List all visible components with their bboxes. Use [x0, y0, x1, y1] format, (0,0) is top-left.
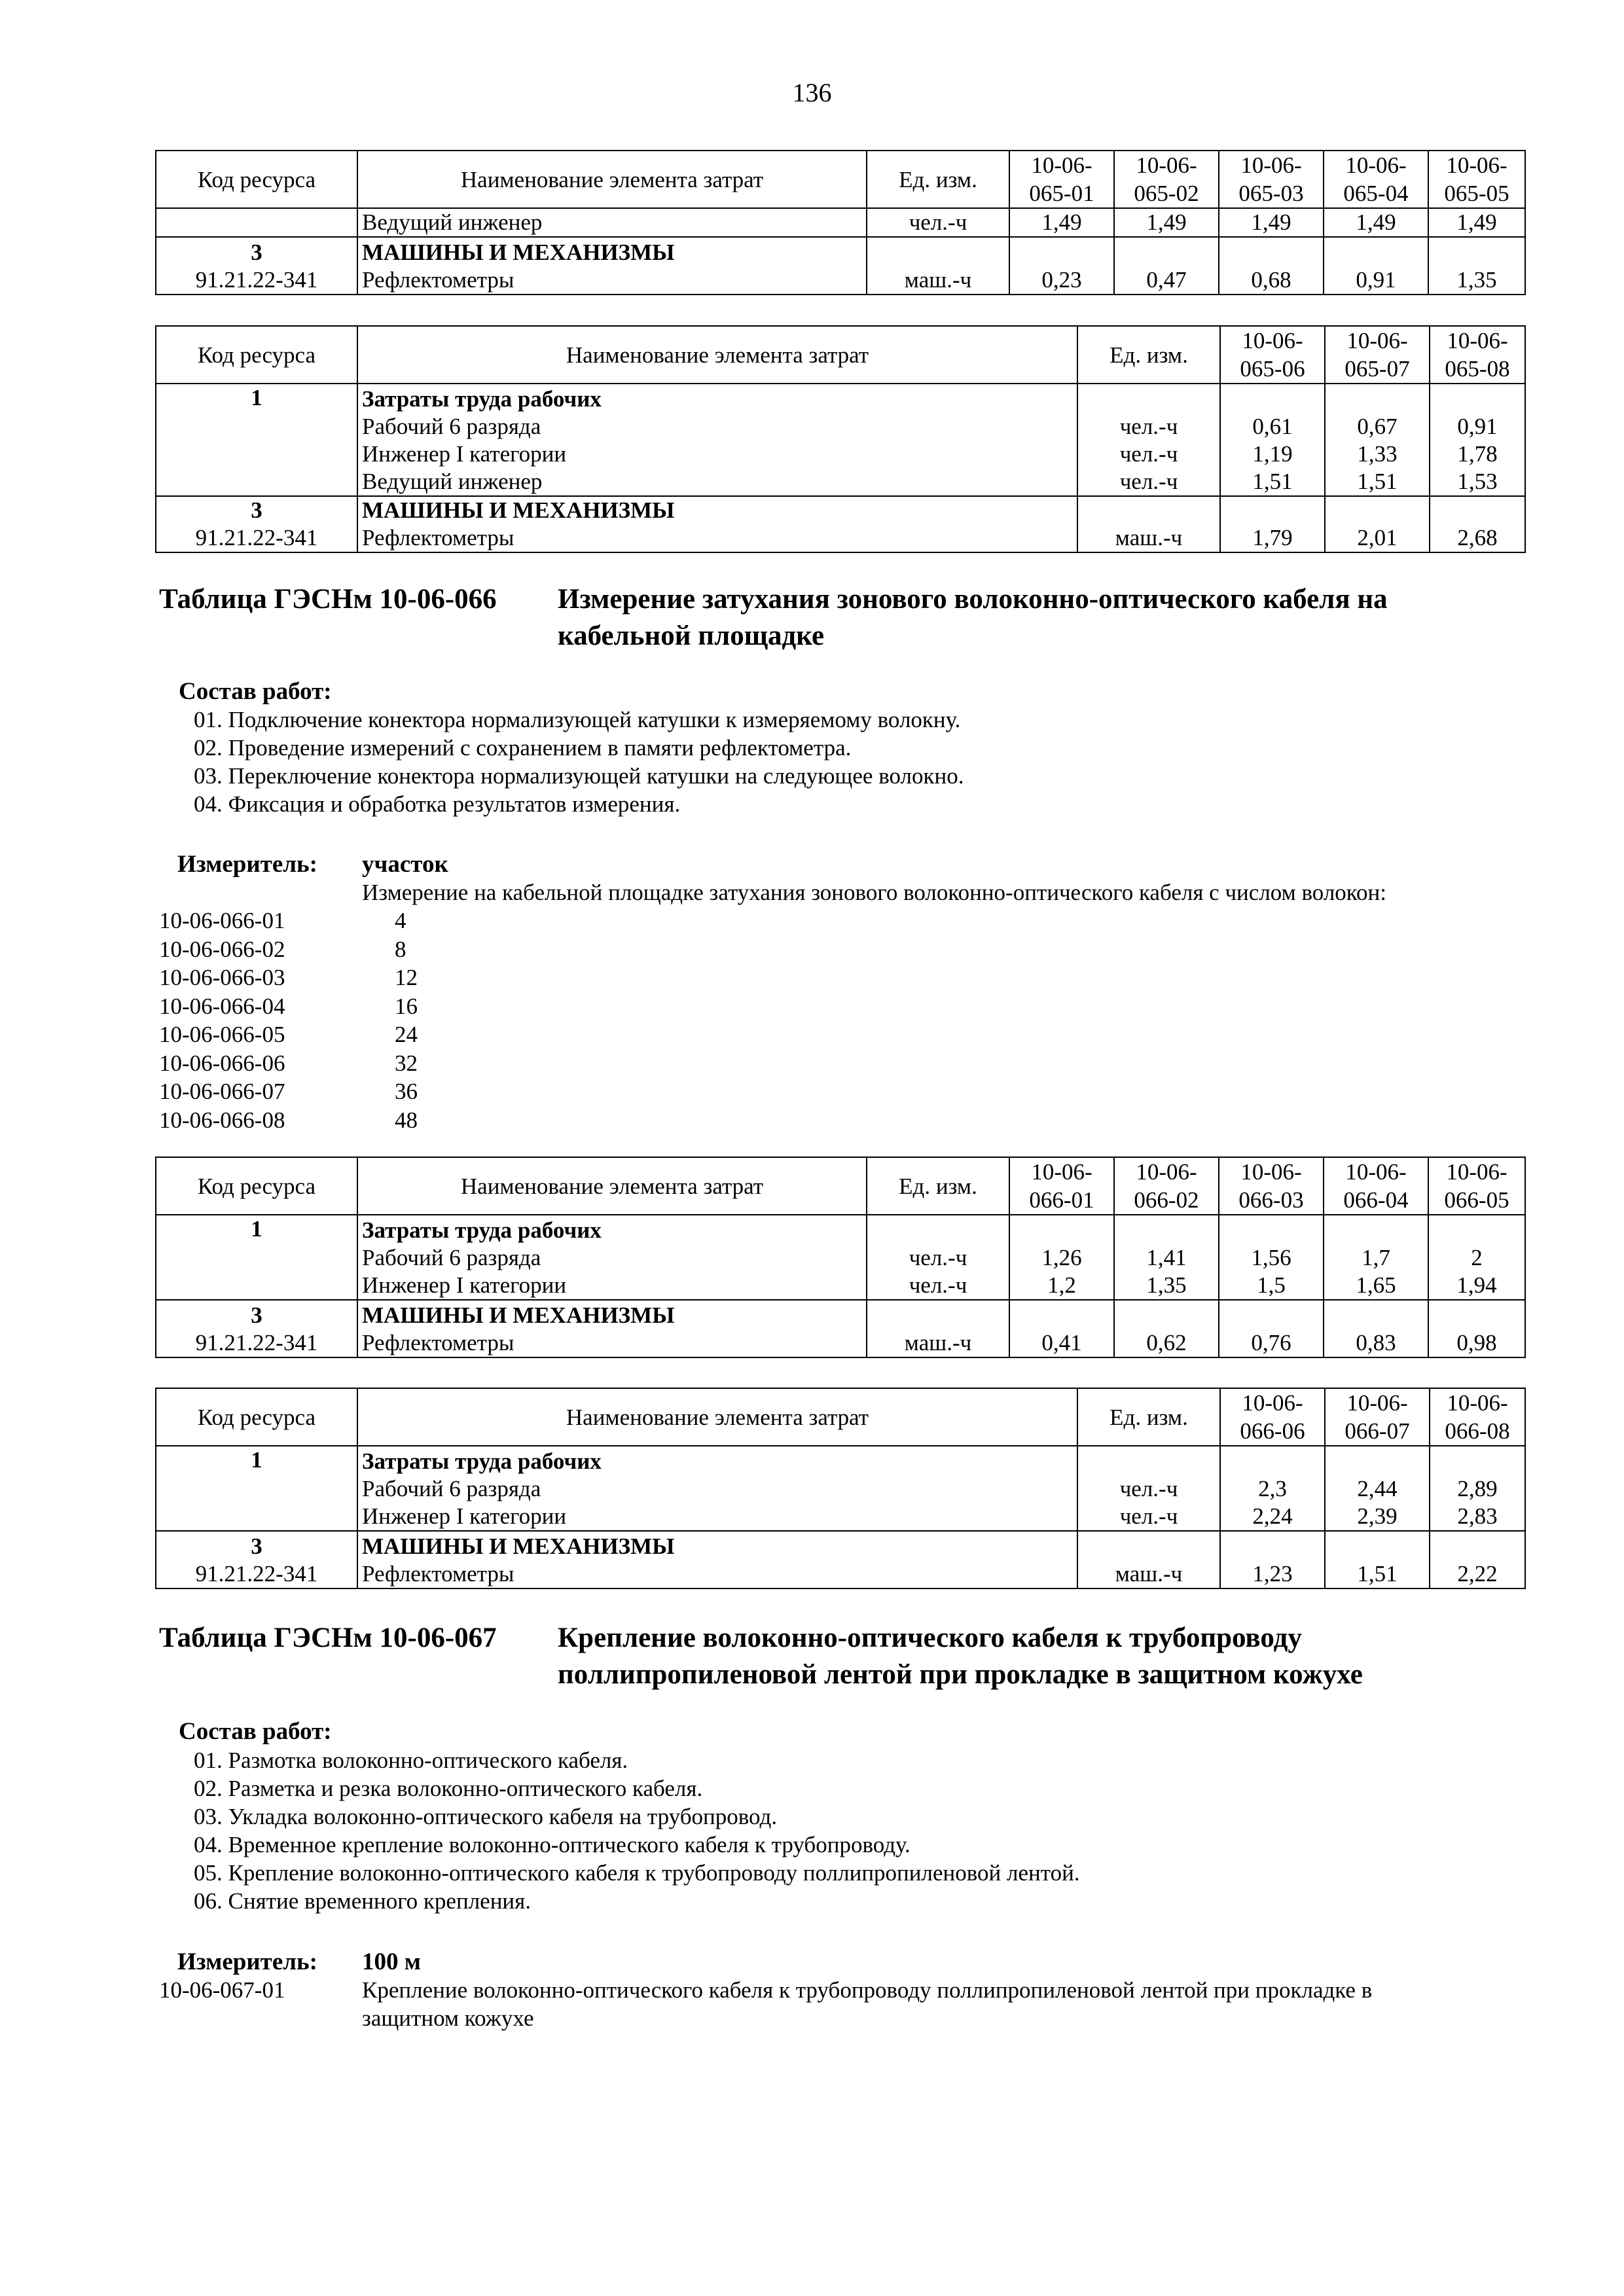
- section-title: Измерение затухания зонового волоконно-оптического кабеля на кабельной площадке: [558, 584, 1388, 651]
- table-066-part1: [155, 1157, 1526, 1358]
- header-col: 10-06- 065-06: [1220, 326, 1325, 384]
- list-item: 10-06-066-08: [159, 1107, 285, 1133]
- header-unit: Ед. изм.: [867, 151, 1009, 208]
- header-col: 10-06- 066-07: [1325, 1388, 1430, 1446]
- table-row: 1 Затраты труда рабочих Рабочий 6 разряда Инженер I категории чел.-ч чел.-ч 1,26 1,2 1,41 1,35 1,56 1,5 1,7 1,65 2 1,94: [156, 1215, 1525, 1300]
- list-item: 04. Временное крепление волоконно-оптического кабеля к трубопроводу.: [194, 1832, 911, 1857]
- meter-label: Измеритель:: [177, 1948, 317, 1975]
- table-065-part1: [155, 150, 1526, 295]
- list-item: 02. Проведение измерений с сохранением в памяти рефлектометра.: [194, 735, 852, 761]
- section-label: Таблица ГЭСНм 10-06-067: [159, 1623, 497, 1653]
- header-unit: Ед. изм.: [1077, 1388, 1220, 1446]
- list-item: 10-06-066-03: [159, 965, 285, 990]
- works-list: [194, 1746, 1080, 1915]
- header-col: 10-06- 065-03: [1219, 151, 1324, 208]
- section-title: Крепление волоконно-оптического кабеля к трубопроводу поллипропиленовой лентой при прокладке в защитном кожухе: [558, 1623, 1363, 1690]
- list-item: 10-06-066-01: [159, 908, 285, 933]
- header-col: 10-06- 065-07: [1325, 326, 1430, 384]
- header-col: 10-06- 066-08: [1430, 1388, 1525, 1446]
- list-item: 04. Фиксация и обработка результатов измерения.: [194, 791, 681, 817]
- header-code: Код ресурса: [156, 151, 357, 208]
- header-name: Наименование элемента затрат: [357, 326, 1077, 384]
- table-row: 3 91.21.22-341 МАШИНЫ И МЕХАНИЗМЫ Рефлектометры маш.-ч 1,23 1,51 2,22: [156, 1531, 1525, 1588]
- list-item: 10-06-066-02: [159, 936, 285, 962]
- header-unit: Ед. изм.: [1077, 326, 1220, 384]
- table-row: 1 Затраты труда рабочих Рабочий 6 разряда Инженер I категории чел.-ч чел.-ч 2,3 2,24 2,44 2,39 2,89 2,83: [156, 1446, 1525, 1531]
- list-item: 03. Укладка волоконно-оптического кабеля на трубопровод.: [194, 1804, 778, 1829]
- list-item: 10-06-066-04: [159, 993, 285, 1019]
- list-item: 05. Крепление волоконно-оптического кабеля к трубопроводу поллипропиленовой лентой.: [194, 1860, 1080, 1886]
- list-item: 10-06-066-06: [159, 1050, 285, 1076]
- list-item: 03. Переключение конектора нормализующей катушки на следующее волокно.: [194, 763, 964, 789]
- header-col: 10-06- 066-06: [1220, 1388, 1325, 1446]
- code-description: Крепление волоконно-оптического кабеля к трубопроводу поллипропиленовой лентой при прокладке в защитном кожухе: [362, 1977, 1373, 2031]
- table-row: 3 91.21.22-341 МАШИНЫ И МЕХАНИЗМЫ Рефлектометры маш.-ч 0,41 0,62 0,76 0,83 0,98: [156, 1300, 1525, 1357]
- table-065-part2: [155, 325, 1526, 553]
- header-col: 10-06- 066-04: [1324, 1157, 1428, 1215]
- list-item: 01. Размотка волоконно-оптического кабеля.: [194, 1748, 628, 1773]
- composition-label: Состав работ:: [179, 678, 332, 705]
- header-name: Наименование элемента затрат: [357, 1388, 1077, 1446]
- list-item: 02. Разметка и резка волоконно-оптического кабеля.: [194, 1776, 703, 1801]
- section-label: Таблица ГЭСНм 10-06-066: [159, 584, 497, 615]
- header-name: Наименование элемента затрат: [357, 151, 867, 208]
- page-number: 136: [792, 78, 832, 107]
- list-item: 01. Подключение конектора нормализующей катушки к измеряемому волокну.: [194, 707, 961, 732]
- composition-label: Состав работ:: [179, 1718, 332, 1745]
- header-name: Наименование элемента затрат: [357, 1157, 867, 1215]
- works-list: [194, 706, 964, 818]
- header-col: 10-06- 065-08: [1430, 326, 1525, 384]
- meter-value: участок: [362, 851, 448, 878]
- header-col: 10-06- 066-05: [1428, 1157, 1525, 1215]
- header-code: Код ресурса: [156, 1388, 357, 1446]
- header-col: 10-06- 065-04: [1324, 151, 1428, 208]
- meter-label: Измеритель:: [177, 851, 317, 878]
- meter-description: Измерение на кабельной площадке затухания зонового волоконно-оптического кабеля с числом волокон:: [362, 880, 1386, 905]
- header-col: 10-06- 065-02: [1114, 151, 1219, 208]
- table-row: 3 91.21.22-341 МАШИНЫ И МЕХАНИЗМЫ Рефлектометры маш.-ч 1,79 2,01 2,68: [156, 496, 1525, 552]
- header-unit: Ед. изм.: [867, 1157, 1009, 1215]
- header-code: Код ресурса: [156, 1157, 357, 1215]
- code-list: [159, 906, 285, 1134]
- header-col: 10-06- 066-03: [1219, 1157, 1324, 1215]
- table-066-part2: [155, 1388, 1526, 1589]
- table-row: 3 91.21.22-341 МАШИНЫ И МЕХАНИЗМЫ Рефлектометры маш.-ч 0,23 0,47 0,68 0,91 1,35: [156, 237, 1525, 295]
- list-item: 06. Снятие временного крепления.: [194, 1888, 532, 1914]
- code-067-01: 10-06-067-01: [159, 1977, 285, 2003]
- header-col: 10-06- 066-02: [1114, 1157, 1219, 1215]
- list-item: 10-06-066-05: [159, 1022, 285, 1047]
- table-row: Ведущий инженер чел.-ч 1,49 1,49 1,49 1,49 1,49: [156, 208, 1525, 237]
- table-row: 1 Затраты труда рабочих Рабочий 6 разряда Инженер I категории Ведущий инженер чел.-ч чел.-ч чел.-ч 0,61 1,19 1,51 0,67 1,33 1,51 0,91 1,78 1,53: [156, 384, 1525, 496]
- list-item: 10-06-066-07: [159, 1079, 285, 1104]
- header-col: 10-06- 065-05: [1428, 151, 1525, 208]
- header-code: Код ресурса: [156, 326, 357, 384]
- header-col: 10-06- 065-01: [1009, 151, 1114, 208]
- code-values: 4 8 12 16 24 32 36 48: [395, 908, 418, 1133]
- meter-value: 100 м: [362, 1948, 421, 1975]
- header-col: 10-06- 066-01: [1009, 1157, 1114, 1215]
